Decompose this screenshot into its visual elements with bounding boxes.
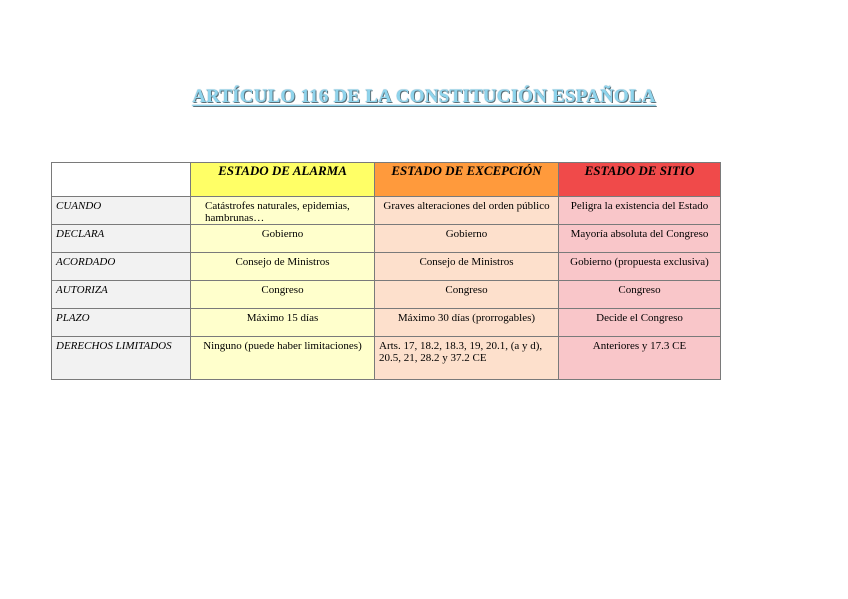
cell-excepcion: Graves alteraciones del orden público xyxy=(375,197,559,225)
cell-excepcion: Gobierno xyxy=(375,225,559,253)
row-label: PLAZO xyxy=(52,309,191,337)
row-label: DERECHOS LIMITADOS xyxy=(52,337,191,380)
row-label: DECLARA xyxy=(52,225,191,253)
header-estado-sitio: ESTADO DE SITIO xyxy=(559,163,721,197)
table-row xyxy=(52,225,721,253)
comparison-table xyxy=(51,162,721,380)
table-header-row xyxy=(52,163,721,197)
table-row xyxy=(52,281,721,309)
row-label: ACORDADO xyxy=(52,253,191,281)
cell-alarma: Ninguno (puede haber limitaciones) xyxy=(191,337,375,380)
cell-sitio: Gobierno (propuesta exclusiva) xyxy=(559,253,721,281)
cell-excepcion: Máximo 30 días (prorrogables) xyxy=(375,309,559,337)
cell-sitio: Congreso xyxy=(559,281,721,309)
row-label: AUTORIZA xyxy=(52,281,191,309)
cell-alarma: Congreso xyxy=(191,281,375,309)
cell-sitio: Peligra la existencia del Estado xyxy=(559,197,721,225)
table-row xyxy=(52,309,721,337)
table-row xyxy=(52,197,721,225)
page-title: ARTÍCULO 116 DE LA CONSTITUCIÓN ESPAÑOLA xyxy=(192,86,656,107)
cell-excepcion: Consejo de Ministros xyxy=(375,253,559,281)
table-row xyxy=(52,337,721,380)
table-row xyxy=(52,253,721,281)
cell-sitio: Anteriores y 17.3 CE xyxy=(559,337,721,380)
header-blank-cell xyxy=(52,163,191,197)
row-label: CUANDO xyxy=(52,197,191,225)
cell-alarma: Máximo 15 días xyxy=(191,309,375,337)
cell-sitio: Mayoría absoluta del Congreso xyxy=(559,225,721,253)
header-estado-alarma: ESTADO DE ALARMA xyxy=(191,163,375,197)
cell-excepcion: Arts. 17, 18.2, 18.3, 19, 20.1, (a y d), 20.5, 21, 28.2 y 37.2 CE xyxy=(375,337,559,380)
cell-alarma: Catástrofes naturales, epidemias, hambrunas… xyxy=(191,197,375,225)
cell-sitio: Decide el Congreso xyxy=(559,309,721,337)
cell-alarma: Gobierno xyxy=(191,225,375,253)
cell-alarma: Consejo de Ministros xyxy=(191,253,375,281)
cell-excepcion: Congreso xyxy=(375,281,559,309)
header-estado-excepcion: ESTADO DE EXCEPCIÓN xyxy=(375,163,559,197)
